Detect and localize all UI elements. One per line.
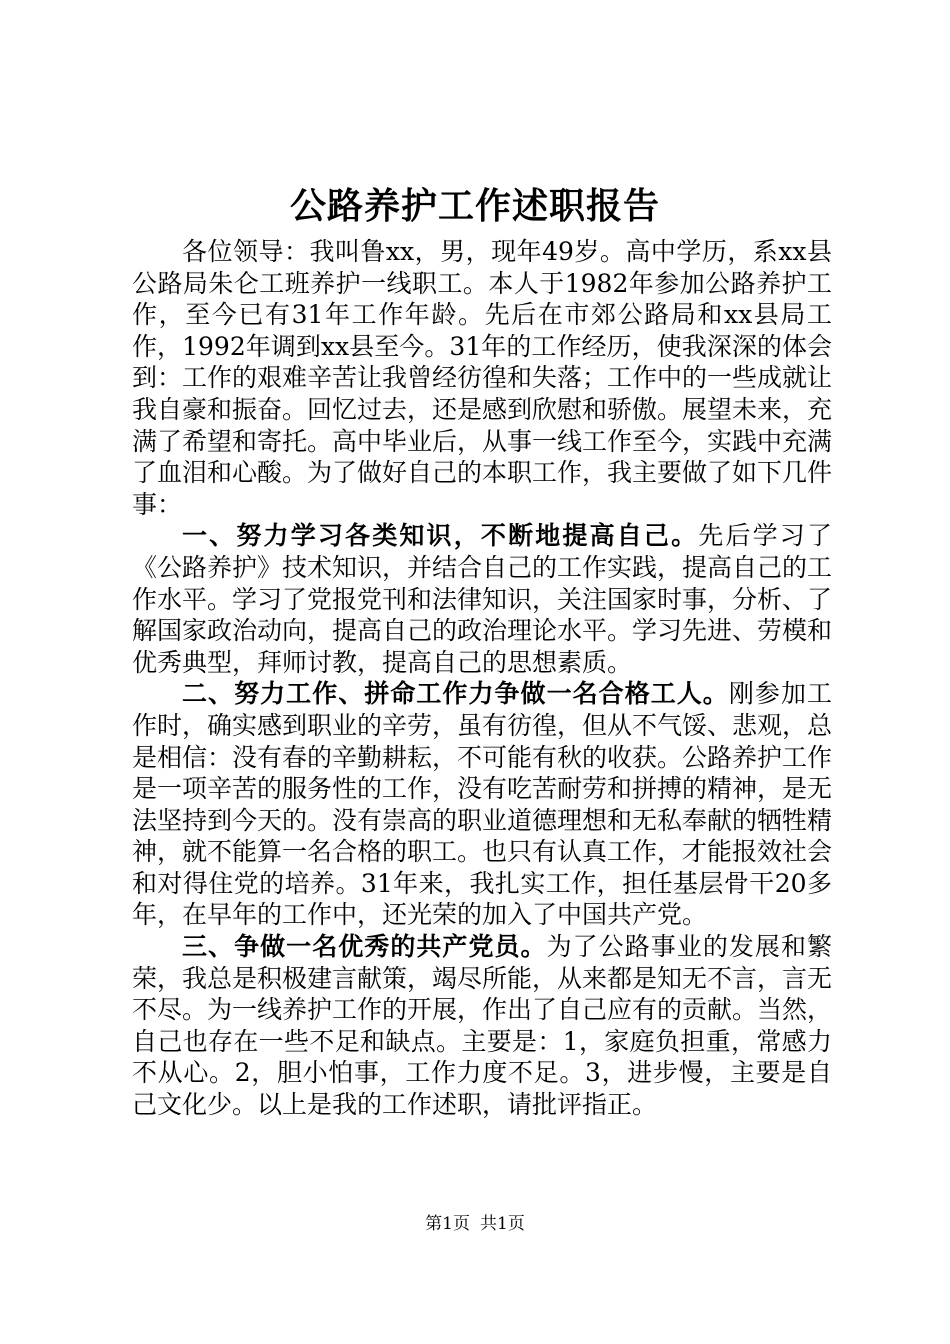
section-one-paragraph bbox=[132, 520, 832, 678]
paragraph-text: 为了公路事业的发展和繁荣，我总是积极建言献策，竭尽所能，从来都是知无不言，言无不尽。为一线养护工作的开展，作出了自己应有的贡献。当然，自己也存在一些不足和缺点。主要是：1，家庭负担重，常感力不从心。2，胆小怕事，工作力度不足。3，进步慢，主要是自己文化少。以上是我的工作述职，请批评指正。 bbox=[132, 932, 833, 1120]
paragraph-text: 先后学习了《公路养护》技术知识，并结合自己的工作实践，提高自己的工作水平。学习了党报党刊和法律知识，关注国家时事，分析、了解国家政治动向，提高自己的政治理论水平。学习先进、劳模和优秀典型，拜师讨教，提高自己的思想素质。 bbox=[132, 521, 833, 677]
paragraph-text: 各位领导：我叫鲁xx，男，现年49岁。高中学历，系xx县公路局朱仑工班养护一线职工。本人于1982年参加公路养护工作，至今已有31年工作年龄。先后在市郊公路局和xx县局工作，1992年调到xx县至今。31年的工作经历，使我深深的体会到：工作的艰难辛苦让我曾经彷徨和失落；工作中的一些成就让我自豪和振奋。回忆过去，还是感到欣慰和骄傲。展望未来，充满了希望和寄托。高中毕业后，从事一线工作至今，实践中充满了血泪和心酸。为了做好自己的本职工作，我主要做了如下几件事： bbox=[132, 237, 833, 519]
section-three-paragraph bbox=[132, 931, 832, 1121]
page-total: 共1页 bbox=[480, 1214, 525, 1234]
section-three-heading: 三、争做一名优秀的共产党员。 bbox=[182, 932, 547, 962]
section-one-heading: 一、努力学习各类知识，不断地提高自己。 bbox=[182, 521, 699, 551]
page-number: 第1页 bbox=[425, 1214, 470, 1234]
paragraph-text: 刚参加工作时，确实感到职业的辛劳，虽有彷徨，但从不气馁、悲观，总是相信：没有春的辛勤耕耘，不可能有秋的收获。公路养护工作是一项辛苦的服务性的工作，没有吃苦耐劳和拼搏的精神，是无法坚持到今天的。没有崇高的职业道德理想和无私奉献的牺牲精神，就不能算一名合格的职工。也只有认真工作，才能报效社会和对得住党的培养。31年来，我扎实工作，担任基层骨干20多年，在早年的工作中，还光荣的加入了中国共产党。 bbox=[132, 679, 833, 930]
section-two-paragraph bbox=[132, 678, 832, 931]
page-footer bbox=[0, 1212, 950, 1236]
document-body bbox=[132, 236, 832, 1121]
document-title: 公路养护工作述职报告 bbox=[289, 186, 660, 227]
section-two-heading: 二、努力工作、拼命工作力争做一名合格工人。 bbox=[182, 679, 729, 709]
intro-paragraph bbox=[132, 236, 832, 520]
